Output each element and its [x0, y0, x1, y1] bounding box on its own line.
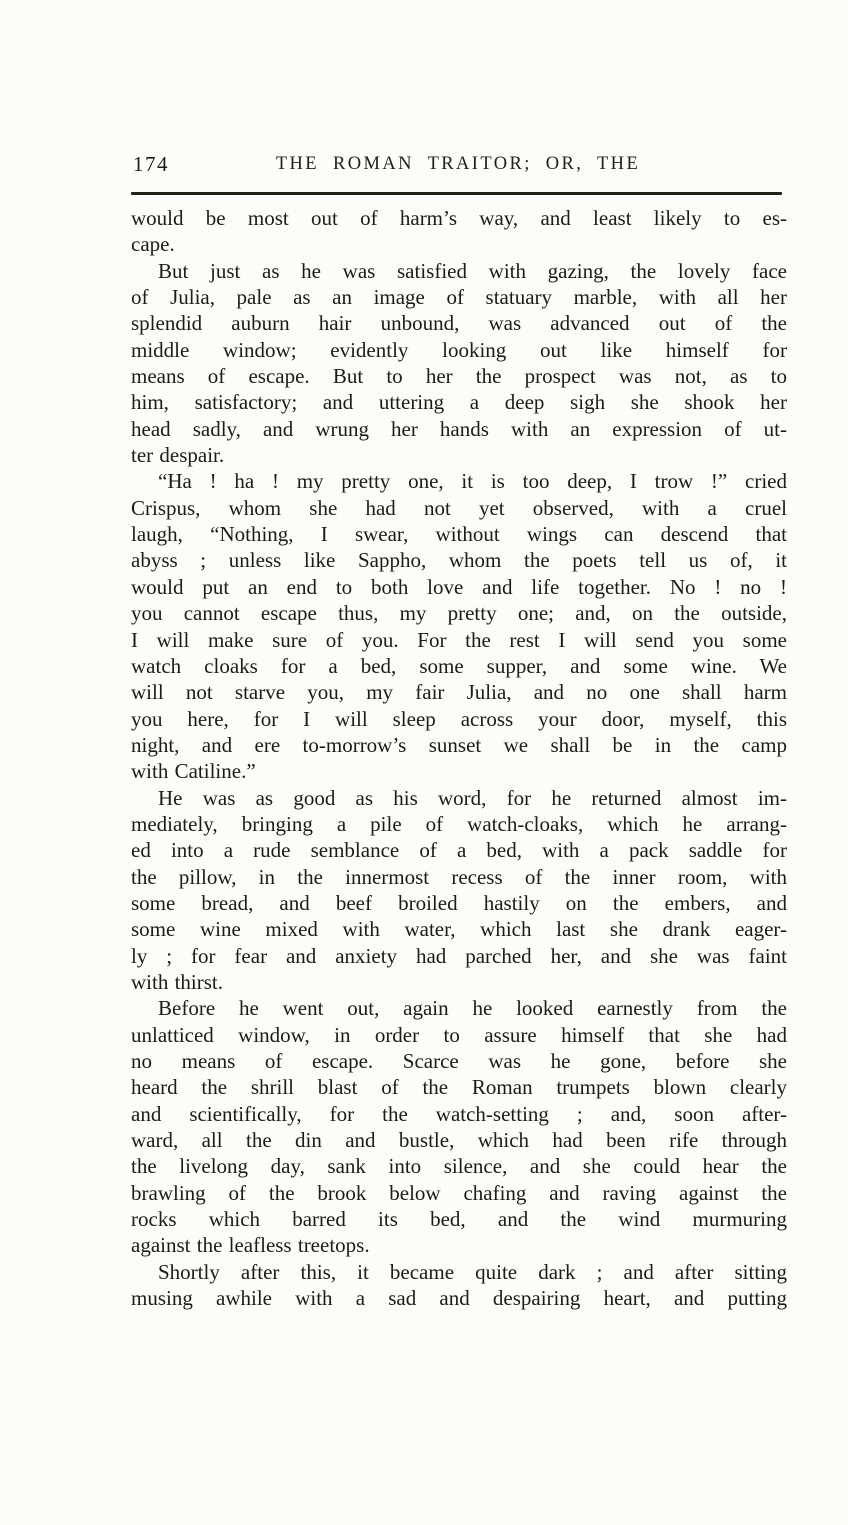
text-line: But just as he was satisfied with gazing, the lovely face — [158, 258, 787, 283]
paragraph — [131, 258, 787, 469]
text-line: ter despair. — [131, 443, 225, 468]
text-line: the livelong day, sank into silence, and she could hear the — [131, 1154, 787, 1179]
text-line: Shortly after this, it became quite dark ; and after sitting — [158, 1259, 787, 1284]
text-line: you here, for I will sleep across your door, myself, this — [131, 706, 787, 731]
text-line: some bread, and beef broiled hastily on the embers, and — [131, 890, 787, 915]
text-line: and scientifically, for the watch-setting ; and, soon after- — [131, 1101, 787, 1126]
text-line: you cannot escape thus, my pretty one; and, on the outside, — [131, 601, 787, 626]
text-line: Crispus, whom she had not yet observed, with a cruel — [131, 495, 787, 520]
text-line: abyss ; unless like Sappho, whom the poets tell us of, it — [131, 548, 787, 573]
paragraph — [131, 1259, 787, 1312]
text-line: with thirst. — [131, 969, 224, 994]
text-line: of Julia, pale as an image of statuary marble, with all her — [131, 285, 787, 310]
paragraph — [131, 995, 787, 1258]
text-line: him, satisfactory; and uttering a deep sigh she shook her — [131, 390, 787, 415]
text-line: “Ha ! ha ! my pretty one, it is too deep, I trow !” cried — [158, 469, 787, 494]
text-line: ward, all the din and bustle, which had been rife through — [131, 1128, 787, 1153]
text-line: mediately, bringing a pile of watch-cloaks, which he arrang- — [131, 811, 787, 836]
text-line: with Catiline.” — [131, 759, 256, 784]
text-line: will not starve you, my fair Julia, and no one shall harm — [131, 680, 787, 705]
text-line: rocks which barred its bed, and the wind murmuring — [131, 1207, 787, 1232]
text-line: means of escape. But to her the prospect was not, as to — [131, 364, 787, 389]
running-title: THE ROMAN TRAITOR; OR, THE — [275, 154, 641, 174]
text-line: head sadly, and wrung her hands with an expression of ut- — [131, 416, 787, 441]
text-line: He was as good as his word, for he returned almost im- — [158, 785, 787, 810]
page-number: 174 — [133, 152, 169, 176]
text-line: the pillow, in the innermost recess of the inner room, with — [131, 864, 787, 889]
text-line: unlatticed window, in order to assure himself that she had — [131, 1022, 787, 1047]
page-body — [131, 205, 787, 1311]
text-line: would put an end to both love and life together. No ! no ! — [131, 574, 787, 599]
text-line: ed into a rude semblance of a bed, with a pack saddle for — [131, 838, 787, 863]
page-header — [131, 151, 785, 179]
text-line: heard the shrill blast of the Roman trumpets blown clearly — [131, 1075, 787, 1100]
paragraph — [131, 785, 787, 996]
text-line: would be most out of harm’s way, and least likely to es- — [131, 206, 787, 230]
paragraph — [131, 468, 787, 784]
text-line: splendid auburn hair unbound, was advanced out of the — [131, 311, 787, 336]
text-line: against the leafless treetops. — [131, 1233, 370, 1258]
text-line: Before he went out, again he looked earnestly from the — [158, 996, 787, 1021]
text-line: some wine mixed with water, which last she drank eager- — [131, 917, 787, 942]
text-line: ly ; for fear and anxiety had parched her, and she was faint — [131, 943, 787, 968]
text-line: I will make sure of you. For the rest I will send you some — [131, 627, 787, 652]
text-line: no means of escape. Scarce was he gone, before she — [131, 1049, 787, 1073]
text-line: brawling of the brook below chafing and raving against the — [131, 1180, 787, 1205]
paragraph — [131, 205, 787, 258]
header-rule — [131, 192, 782, 195]
text-line: cape. — [131, 232, 175, 257]
text-line: middle window; evidently looking out like himself for — [131, 337, 787, 362]
text-line: musing awhile with a sad and despairing heart, and putting — [131, 1286, 787, 1311]
text-line: laugh, “Nothing, I swear, without wings can descend that — [131, 522, 787, 547]
text-line: night, and ere to-morrow’s sunset we shall be in the camp — [131, 732, 787, 757]
text-line: watch cloaks for a bed, some supper, and some wine. We — [131, 653, 787, 678]
